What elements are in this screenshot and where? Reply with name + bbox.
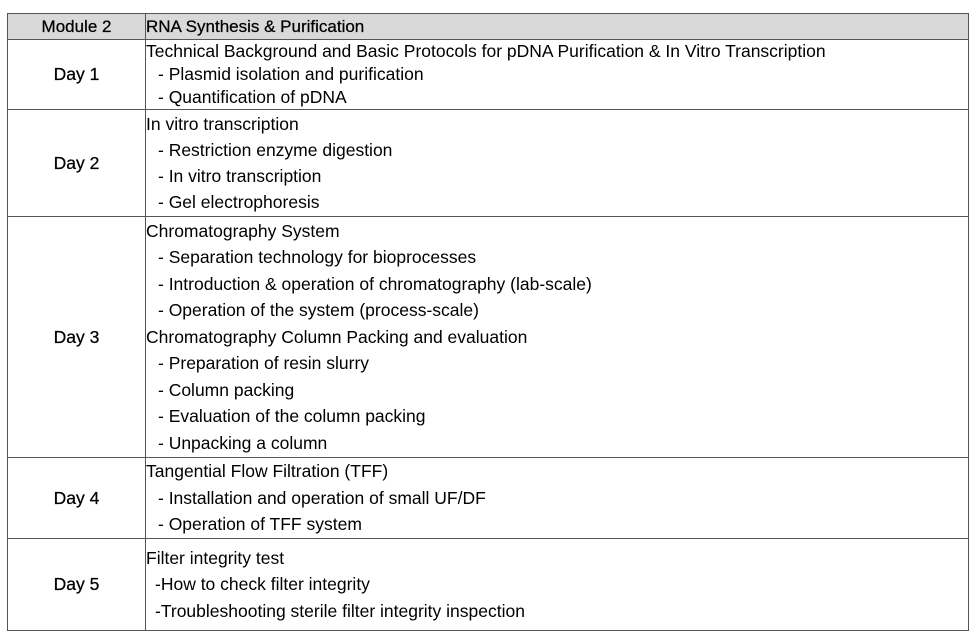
day-label: Day 2 [8,110,146,217]
topic-subitem: - Column packing [158,379,295,400]
day-row [8,40,969,110]
topic-heading: In vitro transcription [146,113,299,134]
topic-subitem: - Unpacking a column [158,432,328,453]
schedule-body [8,40,969,631]
topic-subitem: - Operation of TFF system [158,514,362,535]
day-content [146,40,969,110]
topic-subitem: - Plasmid isolation and purification [158,64,424,84]
topic-heading: Technical Background and Basic Protocols for pDNA Purification & In Vitro Transcription [146,41,826,61]
topic-subitem: - Operation of the system (process-scale) [158,300,479,321]
day-row [8,539,969,631]
schedule-table [7,13,969,631]
day-row [8,217,969,458]
topic-subitem: - Introduction & operation of chromatography (lab-scale) [158,273,592,294]
topic-subitem: - Gel electrophoresis [158,192,320,213]
day-row [8,458,969,539]
day-label: Day 4 [8,458,146,539]
day-content [146,110,969,217]
topic-subitem: - Evaluation of the column packing [158,406,426,427]
topic-subitem: - Quantification of pDNA [158,87,347,107]
day-row [8,110,969,217]
day-label: Day 1 [8,40,146,110]
header-row [8,14,969,40]
topic-subitem: -Troubleshooting sterile filter integrity inspection [155,600,525,621]
topic-subitem: - Restriction enzyme digestion [158,139,393,160]
topic-subitem: - Preparation of resin slurry [158,353,370,374]
topic-subitem: - Installation and operation of small UF/DF [158,487,486,508]
topic-subitem: - In vitro transcription [158,166,322,186]
topic-heading: Chromatography System [146,220,340,241]
day-content [146,539,969,631]
day-content [146,217,969,458]
topic-subitem: - Separation technology for bioprocesses [158,247,477,268]
day-label: Day 3 [8,217,146,458]
topic-heading: Filter integrity test [146,547,285,568]
topic-heading: Chromatography Column Packing and evaluation [146,326,528,347]
topic-heading: Tangential Flow Filtration (TFF) [146,461,389,482]
module-header: Module 2 [8,14,146,40]
day-content [146,458,969,539]
module-title-header: RNA Synthesis & Purification [146,14,969,40]
day-label: Day 5 [8,539,146,631]
topic-subitem: -How to check filter integrity [155,574,370,595]
